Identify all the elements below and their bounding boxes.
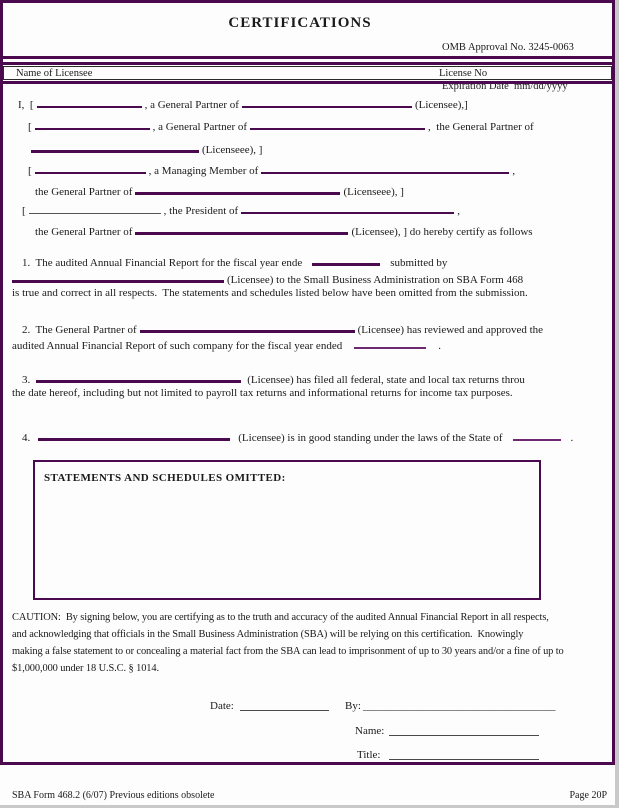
intro-line-2 — [28, 118, 534, 134]
header-divider — [0, 56, 615, 59]
name-field-line — [387, 725, 541, 740]
caution-line-2: and acknowledging that officials in the Small Business Administration (SBA) will be relying on this certification. Knowingly — [12, 629, 524, 640]
name-label: Name: — [355, 725, 385, 737]
intro-l4-text-b: , a Managing Member of — [148, 165, 259, 177]
p2-text-d: . — [438, 340, 441, 352]
fiscal-year-blank-2[interactable] — [354, 337, 426, 349]
p1-text-b: submitted by — [390, 257, 448, 269]
date-field-line — [238, 700, 331, 715]
intro-line-5 — [35, 182, 404, 199]
intro-l6-text-b: , the President of — [163, 205, 239, 217]
certifier-name-blank-2[interactable] — [35, 118, 150, 130]
certification-2-line-2 — [12, 337, 441, 353]
intro-l4-text-c: , — [512, 165, 516, 177]
p4-text-c: . — [570, 432, 574, 444]
licensee-bar — [0, 62, 615, 84]
licensee-name-blank-7[interactable] — [36, 370, 241, 383]
p2-text-a: 2. The General Partner of — [22, 324, 137, 336]
certifier-name-blank-4[interactable] — [29, 203, 161, 214]
title-field[interactable] — [389, 749, 539, 760]
intro-l4-text-a: [ — [28, 165, 32, 177]
p1-text-c: (Licensee) to the Small Business Administration on SBA Form 468 — [227, 274, 524, 286]
omb-approval-text: OMB Approval No. 3245-0063 — [442, 42, 574, 53]
intro-l5-text-b: (Licenseee), ] — [343, 186, 404, 198]
footer-page-number: Page 20P — [569, 790, 607, 801]
corporation-name-blank[interactable] — [241, 202, 454, 214]
intro-line-6 — [22, 202, 460, 218]
p3-text-a: 3. — [22, 374, 31, 386]
intro-line-4 — [28, 162, 515, 178]
by-signature-line[interactable]: ___________________________________ — [363, 700, 556, 712]
intro-line-3 — [28, 140, 262, 157]
form-title: CERTIFICATIONS — [228, 15, 372, 31]
p3-text-c: the date hereof, including but not limited to payroll tax returns and informational returns for income tax purposes. — [12, 387, 513, 399]
intro-l6-text-a: [ — [22, 205, 26, 217]
statements-omitted-box[interactable] — [33, 460, 541, 600]
certifier-name-blank-3[interactable] — [35, 162, 146, 174]
state-blank[interactable] — [513, 429, 561, 441]
caution-line-1: CAUTION: By signing below, you are certifying as to the truth and accuracy of the audited Annual Financial Report in all respects, — [12, 612, 549, 623]
licensee-name-blank-4[interactable] — [135, 222, 348, 235]
intro-l7-text-a: the General Partner of — [35, 226, 133, 238]
intro-line-1 — [18, 96, 468, 112]
licensee-name-blank-2[interactable] — [31, 140, 199, 153]
llc-name-blank[interactable] — [261, 162, 509, 174]
intro-l5-text-a: the General Partner of — [35, 186, 133, 198]
intro-l2-text-a: [ — [28, 121, 32, 133]
intro-l2-text-c: , the General Partner of — [428, 121, 534, 133]
licensee-name-blank-1[interactable] — [242, 96, 412, 108]
date-label: Date: — [210, 700, 234, 712]
p1-text-d: is true and correct in all respects. The statements and schedules listed below have been omitted from the submission. — [12, 287, 528, 299]
fiscal-year-blank-1[interactable] — [312, 253, 380, 266]
p2-text-c: audited Annual Financial Report of such company for the fiscal year ended — [12, 340, 343, 352]
intro-l1-text-a: I, [ — [18, 99, 34, 111]
certification-4-line-1 — [22, 428, 573, 445]
caution-line-4: $1,000,000 under 18 U.S.C. § 1014. — [12, 663, 159, 674]
title-field-line — [387, 749, 541, 764]
certification-1-line-2 — [12, 270, 523, 287]
certification-2-line-1 — [22, 320, 543, 337]
p2-text-b: (Licensee) has reviewed and approved the — [357, 324, 544, 336]
p4-text-a: 4. — [22, 432, 31, 444]
name-of-licensee-label: Name of Licensee — [16, 68, 93, 79]
licensee-name-blank-5[interactable] — [12, 270, 224, 283]
footer-form-number: SBA Form 468.2 (6/07) Previous editions obsolete — [12, 790, 215, 801]
title-label: Title: — [357, 749, 381, 761]
licensee-name-blank-8[interactable] — [38, 428, 230, 441]
p3-text-b: (Licensee) has filed all federal, state and local tax returns throu — [247, 374, 525, 386]
certification-3-line-2 — [12, 387, 513, 400]
date-field[interactable] — [240, 700, 329, 711]
certification-1-line-3 — [12, 287, 528, 300]
scan-edge-right — [615, 0, 619, 808]
licensee-name-blank-6[interactable] — [140, 320, 355, 333]
statements-omitted-title: STATEMENTS AND SCHEDULES OMITTED: — [44, 472, 286, 484]
certification-1-line-1 — [22, 253, 447, 270]
licensee-name-blank-3[interactable] — [135, 182, 340, 195]
intro-l1-text-c: (Licensee),] — [414, 99, 468, 111]
intro-l1-text-b: , a General Partner of — [144, 99, 239, 111]
licensee-info-field[interactable] — [3, 66, 612, 80]
omb-expiration-text: Expiration Date mm/dd/yyyy — [442, 81, 568, 92]
intro-l2-text-b: , a General Partner of — [152, 121, 248, 133]
by-label: By: — [345, 700, 361, 712]
intro-l7-text-b: (Licensee), ] do hereby certify as follows — [351, 226, 533, 238]
name-field[interactable] — [389, 725, 539, 736]
intro-line-7 — [35, 222, 533, 239]
license-no-label: License No — [439, 68, 488, 79]
intro-l3-text-a: (Licenseee), ] — [202, 144, 263, 156]
partnership-name-blank[interactable] — [250, 118, 425, 130]
certifier-name-blank-1[interactable] — [37, 96, 142, 108]
caution-line-3: making a false statement to or concealing a material fact from the SBA can lead to imprisonment of up to 30 years and/or a fine of up to — [12, 646, 564, 657]
p1-text-a: 1. The audited Annual Financial Report for the fiscal year ende — [22, 257, 303, 269]
intro-l6-text-c: , — [457, 205, 460, 217]
p4-text-b: (Licensee) is in good standing under the laws of the State of — [238, 432, 503, 444]
certification-3-line-1 — [22, 370, 525, 387]
